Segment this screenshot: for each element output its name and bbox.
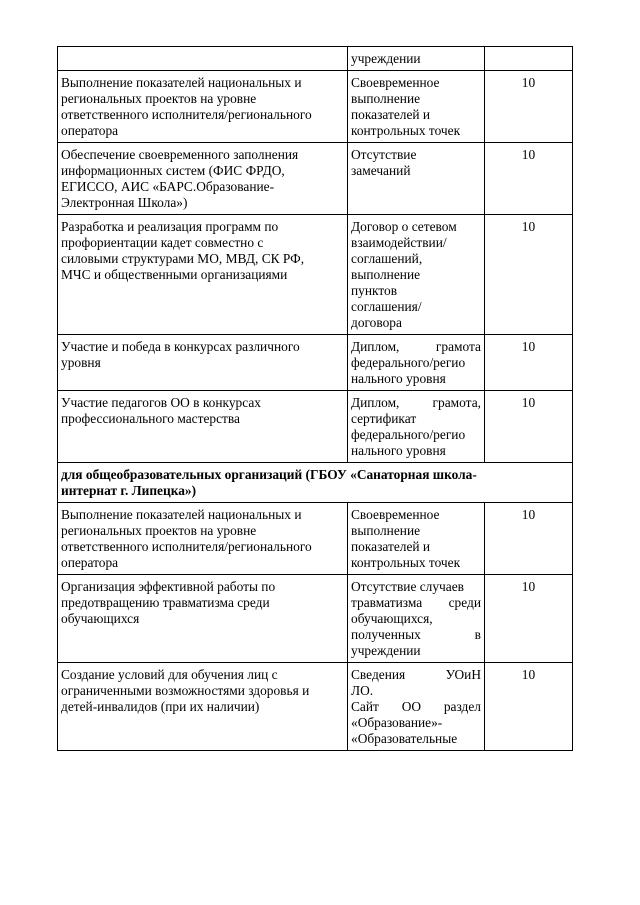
indicator-line: обучающихся, xyxy=(351,611,433,626)
indicator-line: Отсутствие случаев xyxy=(351,579,465,594)
indicator-line: показателей и xyxy=(351,107,431,122)
indicator-line: контрольных точек xyxy=(351,555,461,570)
indicator-line: взаимодействии/ xyxy=(351,235,447,250)
criterion-line: ответственного исполнителя/регионального xyxy=(61,107,312,122)
indicator-line: замечаний xyxy=(351,163,411,178)
table-row xyxy=(58,335,573,391)
criterion-line: региональных проектов на уровне xyxy=(61,523,257,538)
table-row xyxy=(58,391,573,463)
section-title-line: для общеобразовательных организаций (ГБОУ «Санаторная школа- xyxy=(61,467,477,482)
table-row xyxy=(58,143,573,215)
section-title xyxy=(58,463,573,503)
criterion-cell xyxy=(58,335,348,391)
criteria-table-body xyxy=(58,47,573,751)
criterion-cell xyxy=(58,143,348,215)
criterion-line: Электронная Школа») xyxy=(61,195,188,210)
criterion-line: региональных проектов на уровне xyxy=(61,91,257,106)
criterion-line: детей-инвалидов (при их наличии) xyxy=(61,699,260,714)
indicator-line: полученных в xyxy=(351,627,481,642)
indicator-line: травматизма среди xyxy=(351,595,481,610)
indicator-line: соглашений, xyxy=(351,251,423,266)
table-row xyxy=(58,215,573,335)
criteria-table xyxy=(57,46,573,751)
criterion-line: силовыми структурами МО, МВД, СК РФ, xyxy=(61,251,305,266)
indicator-line: учреждении xyxy=(351,51,421,66)
indicator-line: Диплом, грамота xyxy=(351,339,481,354)
indicator-line: выполнение xyxy=(351,267,421,282)
criterion-line: профессионального мастерства xyxy=(61,411,240,426)
criterion-line: обучающихся xyxy=(61,611,140,626)
table-row xyxy=(58,575,573,663)
criterion-line: ЕГИССО, АИС «БАРС.Образование- xyxy=(61,179,275,194)
indicator-line: пунктов xyxy=(351,283,398,298)
indicator-line: Своевременное xyxy=(351,507,440,522)
criterion-line: Выполнение показателей национальных и xyxy=(61,507,302,522)
indicator-cell xyxy=(348,335,485,391)
indicator-cell xyxy=(348,391,485,463)
criterion-line: информационных систем (ФИС ФРДО, xyxy=(61,163,285,178)
criterion-line: ограниченными возможностями здоровья и xyxy=(61,683,310,698)
table-row xyxy=(58,71,573,143)
criterion-cell xyxy=(58,575,348,663)
score-cell: 10 xyxy=(485,663,573,751)
section-header-row xyxy=(58,463,573,503)
criterion-cell xyxy=(58,503,348,575)
indicator-cell xyxy=(348,215,485,335)
indicator-line: Сведения УОиН xyxy=(351,667,481,682)
indicator-line: «Образовательные xyxy=(351,731,458,746)
indicator-cell xyxy=(348,663,485,751)
indicator-line: сертификат xyxy=(351,411,417,426)
criterion-line: Обеспечение своевременного заполнения xyxy=(61,147,299,162)
indicator-cell xyxy=(348,575,485,663)
criterion-line: оператора xyxy=(61,123,119,138)
indicator-line: федерального/регио xyxy=(351,355,466,370)
indicator-line: Диплом, грамота, xyxy=(351,395,481,410)
indicator-line: Договор о сетевом xyxy=(351,219,457,234)
table-row xyxy=(58,47,573,71)
indicator-line: федерального/регио xyxy=(351,427,466,442)
indicator-line: показателей и xyxy=(351,539,431,554)
indicator-line: Своевременное xyxy=(351,75,440,90)
table-row xyxy=(58,503,573,575)
indicator-line: нального уровня xyxy=(351,443,446,458)
indicator-line: учреждении xyxy=(351,643,421,658)
criterion-line: ответственного исполнителя/регионального xyxy=(61,539,312,554)
criterion-cell xyxy=(58,71,348,143)
score-cell xyxy=(485,47,573,71)
criterion-line: уровня xyxy=(61,355,101,370)
criterion-line: Выполнение показателей национальных и xyxy=(61,75,302,90)
score-cell: 10 xyxy=(485,143,573,215)
criterion-line: профориентации кадет совместно с xyxy=(61,235,264,250)
indicator-line: Сайт ОО раздел xyxy=(351,699,481,714)
indicator-line: нального уровня xyxy=(351,371,446,386)
criterion-line: Разработка и реализация программ по xyxy=(61,219,279,234)
indicator-cell xyxy=(348,143,485,215)
indicator-line: договора xyxy=(351,315,402,330)
criterion-line: МЧС и общественными организациями xyxy=(61,267,288,282)
table-row xyxy=(58,663,573,751)
criterion-line: предотвращению травматизма среди xyxy=(61,595,270,610)
indicator-line: контрольных точек xyxy=(351,123,461,138)
score-cell: 10 xyxy=(485,335,573,391)
criterion-line: Участие и победа в конкурсах различного xyxy=(61,339,300,354)
indicator-cell xyxy=(348,503,485,575)
indicator-cell xyxy=(348,47,485,71)
criterion-line: Организация эффективной работы по xyxy=(61,579,276,594)
score-cell: 10 xyxy=(485,391,573,463)
criterion-line: Участие педагогов ОО в конкурсах xyxy=(61,395,261,410)
indicator-line: соглашения/ xyxy=(351,299,422,314)
indicator-line: выполнение xyxy=(351,523,421,538)
score-cell: 10 xyxy=(485,215,573,335)
indicator-cell xyxy=(348,71,485,143)
indicator-line: Отсутствие xyxy=(351,147,417,162)
score-cell: 10 xyxy=(485,575,573,663)
indicator-line: ЛО. xyxy=(351,683,374,698)
criterion-cell xyxy=(58,47,348,71)
criterion-cell xyxy=(58,663,348,751)
criterion-line: оператора xyxy=(61,555,119,570)
score-cell: 10 xyxy=(485,71,573,143)
criterion-cell xyxy=(58,215,348,335)
score-cell: 10 xyxy=(485,503,573,575)
criterion-cell xyxy=(58,391,348,463)
indicator-line: «Образование»- xyxy=(351,715,443,730)
section-title-line: интернат г. Липецка») xyxy=(61,483,197,498)
indicator-line: выполнение xyxy=(351,91,421,106)
criterion-line: Создание условий для обучения лиц с xyxy=(61,667,278,682)
